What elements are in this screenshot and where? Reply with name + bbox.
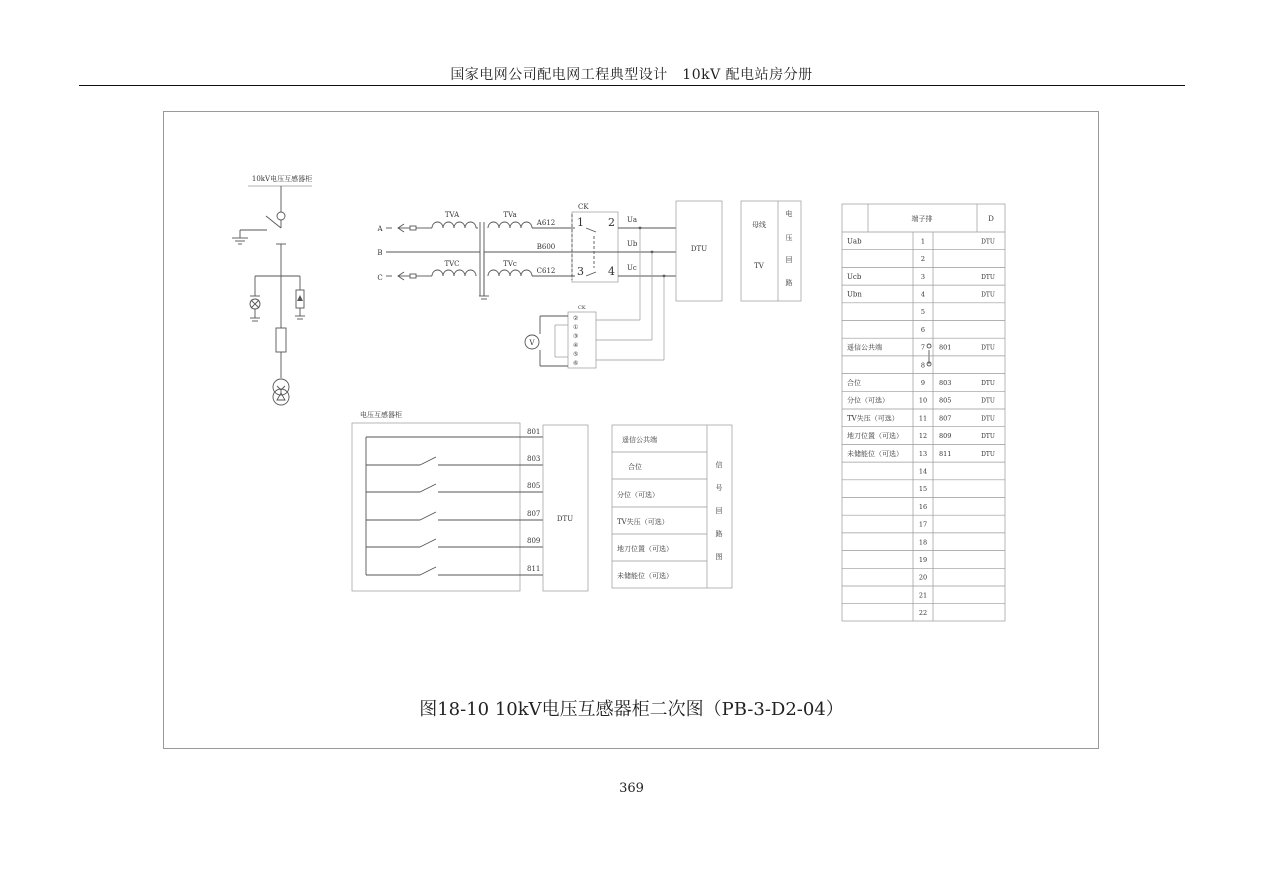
terminal-table <box>842 204 1005 621</box>
terminal-row-label: TV失压（可选） <box>847 414 899 423</box>
output-ub: Ub <box>627 240 638 248</box>
terminal-row-dest: DTU <box>981 397 995 405</box>
tv-label-tvc-secondary: TVc <box>503 260 517 268</box>
signal-side-3: 回 <box>715 507 723 515</box>
primary-diagram <box>232 174 312 405</box>
switch-contact-4: 4 <box>608 265 615 278</box>
terminal-row-number: 15 <box>918 485 928 494</box>
switch-contact-3: 3 <box>577 265 584 278</box>
page-header-title: 国家电网公司配电网工程典型设计 10kV 配电站房分册 <box>450 67 813 83</box>
tv-label-tva-secondary: TVa <box>503 211 517 219</box>
terminal-row-number: 14 <box>918 467 928 476</box>
signal-row-5: 地刀位置（可选） <box>617 545 673 553</box>
terminal-row-number: 4 <box>920 290 926 299</box>
dtu-label-top: DTU <box>690 245 708 253</box>
page-number: 369 <box>619 781 644 796</box>
terminal-rows <box>842 237 1005 617</box>
tv-label-tvc: TVC <box>444 260 460 268</box>
terminal-row-code: 801 <box>939 343 952 352</box>
terminal-row-number: 13 <box>918 449 928 458</box>
phase-label-a: A <box>377 225 383 233</box>
terminal-row-code: 803 <box>939 378 952 387</box>
bus-box-side-3: 回 <box>785 256 793 264</box>
terminal-row-label: 合位 <box>847 378 861 387</box>
bus-box-line2: TV <box>754 262 764 270</box>
signal-panel-title: 电压互感器柜 <box>360 411 402 419</box>
figure-caption: 图18-10 10kV电压互感器柜二次图（PB-3-D2-04） <box>419 699 844 720</box>
terminal-row-number: 18 <box>918 538 928 547</box>
terminal-row-dest: DTU <box>981 379 995 387</box>
terminal-row-label: Uab <box>847 237 862 246</box>
signal-num-805: 805 <box>527 482 541 490</box>
signal-num-803: 803 <box>527 455 541 463</box>
terminal-row-code: 805 <box>939 396 952 405</box>
terminal-row-dest: DTU <box>981 450 995 458</box>
terminal-row-number: 7 <box>920 343 926 352</box>
phase-label-c: C <box>377 274 383 282</box>
terminal-row-code: 807 <box>939 414 952 423</box>
terminal-row-code: 811 <box>939 449 952 458</box>
terminal-row-label: 地刀位置（可选） <box>847 432 903 441</box>
signal-num-811: 811 <box>527 565 541 573</box>
terminal-header-right: D <box>988 215 994 223</box>
voltmeter-v: V <box>529 339 535 347</box>
terminal-row-dest: DTU <box>981 433 995 441</box>
signal-side-4: 路 <box>715 530 723 538</box>
terminal-row-number: 9 <box>920 378 926 387</box>
output-uc: Uc <box>627 264 637 272</box>
terminal-row-code: 809 <box>939 432 952 441</box>
terminal-header-title: 端子排 <box>911 215 933 223</box>
signal-side-5: 图 <box>715 553 723 561</box>
terminal-row-number: 1 <box>920 237 926 246</box>
terminal-row-number: 17 <box>918 520 928 529</box>
terminal-row-number: 22 <box>918 609 928 618</box>
terminal-row-number: 21 <box>918 591 928 600</box>
tv-label-tva: TVA <box>444 211 460 219</box>
wire-label-b600: B600 <box>536 243 556 251</box>
signal-side-1: 信 <box>715 461 723 469</box>
signal-num-801: 801 <box>527 428 541 436</box>
switch-label-ck: CK <box>578 203 589 211</box>
terminal-row-number: 16 <box>918 502 928 511</box>
bus-box-side-4: 路 <box>785 279 793 287</box>
terminal-row-number: 12 <box>918 432 928 441</box>
bus-box-line1: 母线 <box>752 221 766 229</box>
terminal-row-dest: DTU <box>981 273 995 281</box>
terminal-row-number: 2 <box>920 255 926 264</box>
dtu-label-bottom: DTU <box>556 515 574 523</box>
terminal-row-number: 20 <box>918 573 928 582</box>
signal-row-4: TV失压（可选） <box>617 518 669 526</box>
primary-title: 10kV电压互感器柜 <box>251 175 313 183</box>
switch-contact-1: 1 <box>577 216 584 229</box>
terminal-row-dest: DTU <box>981 238 995 246</box>
terminal-row-label: 未储能位（可选） <box>847 449 903 458</box>
ck-contact-6: ⑥ <box>573 360 579 367</box>
output-ua: Ua <box>627 216 638 224</box>
phase-label-b: B <box>377 249 383 257</box>
signal-side-2: 号 <box>715 484 723 492</box>
signal-panel <box>352 410 732 591</box>
signal-row-3: 分位（可选） <box>617 491 659 499</box>
switch-contact-2: 2 <box>608 216 615 229</box>
signal-row-2: 合位 <box>628 463 642 471</box>
terminal-row-number: 5 <box>920 308 926 317</box>
terminal-row-number: 19 <box>918 555 928 564</box>
bus-box-side-1: 电 <box>785 210 793 218</box>
bus-box-side-2: 压 <box>785 234 793 242</box>
terminal-row-number: 8 <box>920 361 926 370</box>
signal-row-6: 未储能位（可选） <box>617 572 673 580</box>
terminal-row-dest: DTU <box>981 415 995 423</box>
terminal-row-label: Ucb <box>847 272 862 281</box>
ck-contact-4: ④ <box>573 342 579 349</box>
wire-label-c612: C612 <box>536 267 556 275</box>
ck-contact-5: ⑤ <box>573 351 579 358</box>
terminal-row-number: 11 <box>918 414 928 423</box>
ck-small-label: CK <box>578 305 586 311</box>
terminal-row-number: 10 <box>918 396 928 405</box>
ck-contact-3: ③ <box>573 333 579 340</box>
terminal-row-dest: DTU <box>981 344 995 352</box>
terminal-row-label: 分位（可选） <box>847 396 889 405</box>
terminal-row-dest: DTU <box>981 291 995 299</box>
terminal-row-number: 3 <box>920 272 926 281</box>
terminal-row-number: 6 <box>920 325 926 334</box>
signal-num-809: 809 <box>527 537 541 545</box>
terminal-row-label: Ubn <box>847 290 862 299</box>
signal-num-807: 807 <box>527 510 541 518</box>
tv-secondary-circuit <box>376 201 801 368</box>
ck-contact-2: ② <box>573 315 579 322</box>
signal-row-1: 遥信公共端 <box>622 436 657 444</box>
wire-label-a612: A612 <box>536 219 556 227</box>
ck-contact-1: ① <box>573 324 579 331</box>
terminal-row-label: 遥信公共端 <box>847 343 882 352</box>
